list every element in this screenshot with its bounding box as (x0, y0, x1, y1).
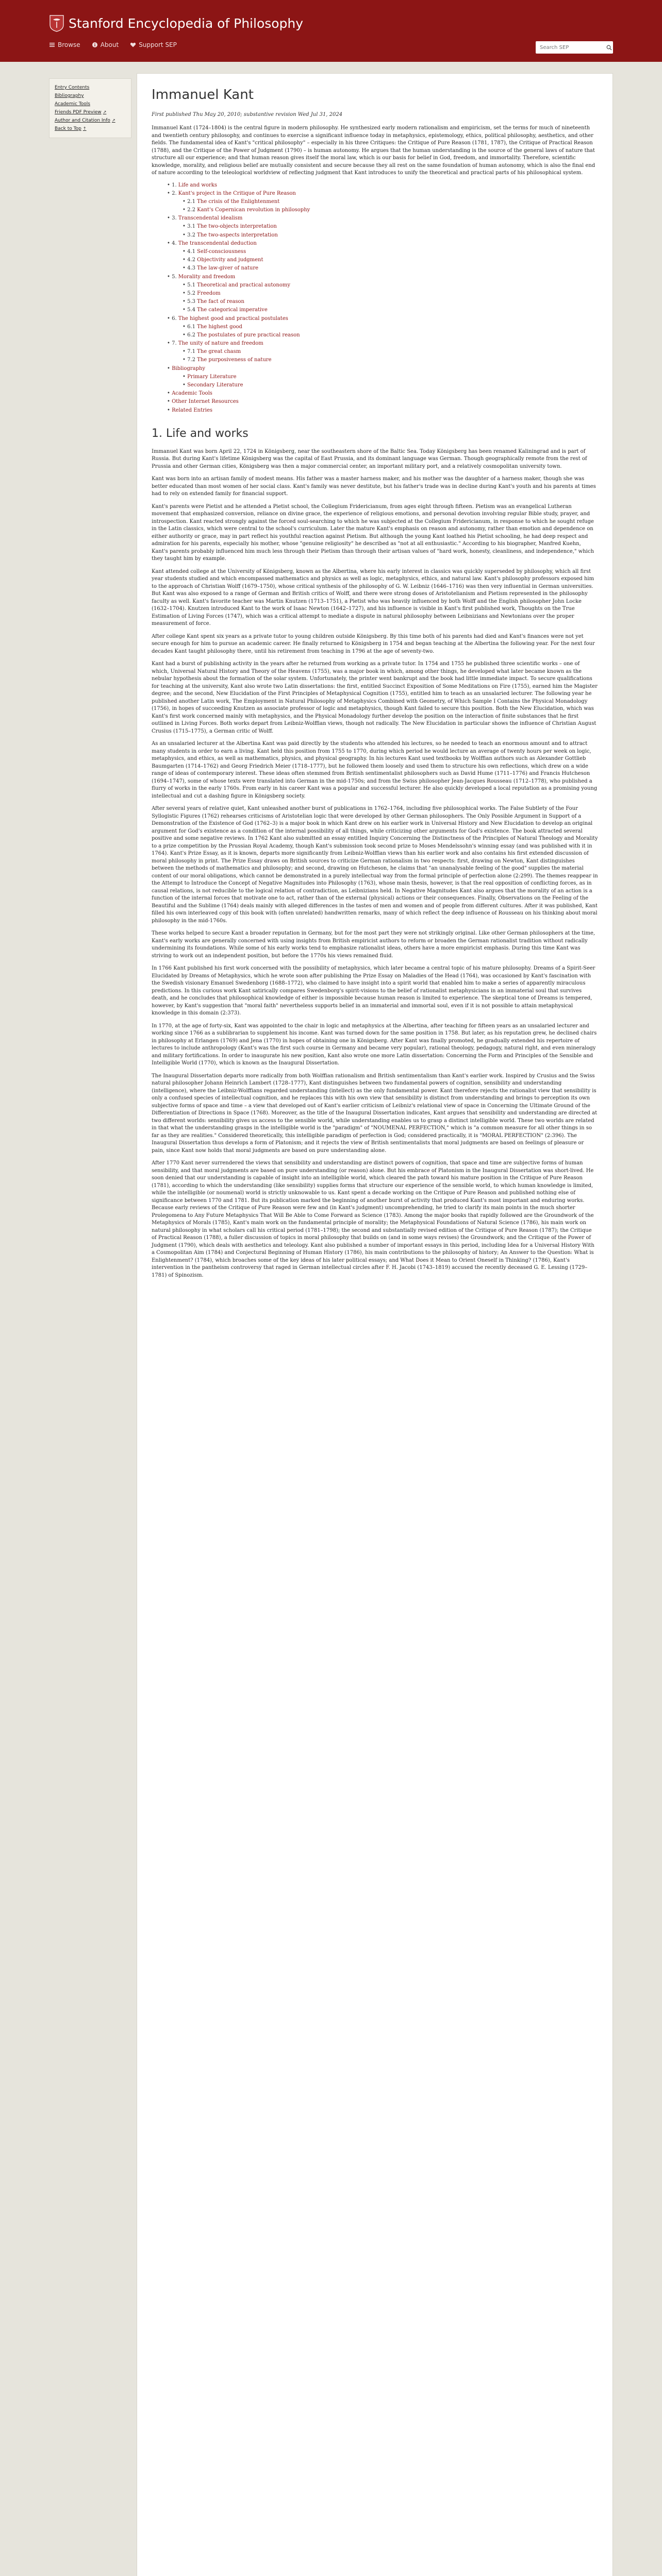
nav-browse[interactable] (49, 41, 80, 48)
toc-item (152, 198, 598, 206)
toc-bullet: • (183, 382, 188, 388)
sidebar-friends-pdf-label: Friends PDF Preview (55, 110, 102, 115)
body-paragraph: These works helped to secure Kant a broader reputation in Germany, but for the most part they were not strikingly original. Like other German philosophers at the time, Kant's early works are generally concerned with using insights from British empiricist authors to reform or broaden the German rationalist tradition without radically undermining its foundations. While some of his early works tend to emphasize rationalist ideas, others have a more empiricist emphasis. During this time Kant was striving to work out an independent position, but before the 1770s his views remained fluid. (152, 930, 595, 959)
search-icon (606, 45, 612, 50)
toc-item (152, 373, 598, 381)
toc-link[interactable]: Freedom (197, 290, 221, 296)
toc-link[interactable]: The unity of nature and freedom (178, 341, 263, 347)
toc-link[interactable]: The law-giver of nature (197, 265, 259, 272)
sidebar-author-citation[interactable] (55, 118, 126, 123)
toc-link[interactable]: The crisis of the Enlightenment (197, 198, 280, 205)
toc-link[interactable]: Theoretical and practical autonomy (197, 282, 290, 288)
toc-link[interactable]: The postulates of pure practical reason (197, 332, 300, 338)
sidebar-academic-tools[interactable]: Academic Tools (55, 101, 90, 107)
toc-item (152, 365, 598, 373)
arrow-up-icon: ↑ (82, 126, 87, 131)
toc-bullet: • 7. (167, 341, 178, 347)
toc-bullet: • 3.2 (183, 232, 197, 238)
toc-item (152, 298, 598, 306)
toc-item (152, 348, 598, 356)
body-paragraph: Kant was born into an artisan family of modest means. His father was a master harness maker, and his mother was the daughter of a harness maker, though she was better educated than most women of her social class. Kant's family was never destitute, but his father's trade was in decline during Kant's youth and his parents at times had to rely on extended family for financial support. (152, 476, 596, 497)
toc-item (152, 331, 598, 340)
sidebar-back-to-top-label: Back to Top (55, 126, 81, 131)
toc-link[interactable]: The two-objects interpretation (197, 224, 277, 230)
toc-bullet: • (167, 365, 172, 371)
sidebar-friends-pdf[interactable] (55, 110, 126, 115)
toc-link[interactable]: Kant's Copernican revolution in philosophy (197, 207, 310, 213)
toc-bullet: • 2.2 (183, 207, 197, 213)
toc-bullet: • 4.1 (183, 249, 197, 255)
toc-item (152, 381, 598, 389)
toc-item (152, 389, 598, 398)
toc-item (152, 315, 598, 323)
sidebar-bibliography[interactable]: Bibliography (55, 93, 84, 98)
toc-bullet: • 3.1 (183, 224, 197, 230)
toc-link[interactable]: The highest good and practical postulates (178, 315, 288, 321)
body-paragraph: In 1770, at the age of forty-six, Kant was appointed to the chair in logic and metaphysics at the Albertina, after teaching for fifteen years as an unsalaried lecturer and working since 1766 as a sublibrarian to supplement his income. Kant was turned down for the same position in 1758. But later, as his reputation grew, he declined chairs in philosophy at Erlangen (1769) and Jena (1770) in hopes of obtaining one in Königsberg. After Kant was finally promoted, he gradually extended his repertoire of lectures to include anthropology (Kant's was the first such course in Germany and became very popular), rational theology, pedagogy, natural right, and even mineralogy and military fortifications. In order to inaugurate his new position, Kant also wrote one more Latin dissertation: Concerning the Form and Principles of the Sensible and Intelligible World (1770), which is known as the Inaugural Dissertation. (152, 1023, 597, 1066)
toc-link[interactable]: The transcendental deduction (178, 240, 257, 246)
toc-item (152, 406, 598, 415)
toc-bullet: • 5.1 (183, 282, 197, 288)
toc-link[interactable]: The great chasm (197, 349, 241, 355)
toc-link[interactable]: Kant's project in the Critique of Pure Reason (178, 190, 296, 196)
toc-link[interactable]: Academic Tools (172, 391, 212, 397)
toc-item (152, 264, 598, 273)
toc-item (152, 306, 598, 314)
toc-item (152, 240, 598, 248)
body-paragraph: In 1766 Kant published his first work concerned with the possibility of metaphysics, which later became a central topic of his mature philosophy. Dreams of a Spirit-Seer Elucidated by Dreams of Metaphysics, which he wrote soon after publishing the Prize Essay on Maladies of the Head (1764), was occasioned by Kant's fascination with the Swedish visionary Emanuel Swedenborg (1688–1772), who claimed to have insight into a spirit world that enabled him to make a series of apparently miraculous predictions. In this curious work Kant satirically compares Swedenborg's spirit-visions to the belief of rationalist metaphysicians in an immaterial soul that survives death, and he concludes that philosophical knowledge of either is impossible because human reason is limited to experience. The skeptical tone of Dreams is tempered, however, by Kant's suggestion that "moral faith" nevertheless supports belief in an immaterial and immortal soul, even if it is not possible to attain metaphysical knowledge in this domain (2:373). (152, 965, 595, 1016)
toc-link[interactable]: Self-consciousness (197, 249, 246, 255)
toc-bullet: • 5.3 (183, 299, 197, 305)
toc-link[interactable]: The purposiveness of nature (197, 357, 272, 363)
publication-info: First published Thu May 20, 2010; substantive revision Wed Jul 31, 2024 (152, 112, 343, 117)
body-paragraph: Kant had a burst of publishing activity in the years after he returned from working as a private tutor. In 1754 and 1755 he published three scientific works – one of which, Universal Natural History and Theory of the Heavens (1755), was a major book in which, among other things, he developed what later became known as the nebular hypothesis about the formation of the solar system. Unfortunately, the printer went bankrupt and the book had little immediate impact. To secure qualifications for teaching at the university, Kant also wrote two Latin dissertations: the first, entitled Succinct Exposition of Some Meditations on Fire (1755), earned him the Magister degree; and the second, New Elucidation of the First Principles of Metaphysical Cognition (1755), entitled him to teach as an unsalaried lecturer. The following year he published another Latin work, The Employment in Natural Philosophy of Metaphysics Combined with Geometry, of Which Sample I Contains the Physical Monadology (1756), in hopes of succeeding Knutzen as associate professor of logic and metaphysics, though Kant failed to secure this position. Both the New Elucidation, which was Kant's first work concerned mainly with metaphysics, and the Physical Monadology further develop the position on the interaction of finite substances that he first outlined in Living Forces. Both works depart from Leibniz-Wolffian views, though not radically. The New Elucidation in particular shows the influence of Christian August Crusius (1715–1775), a German critic of Wolff. (152, 661, 598, 734)
toc-bullet: • 4. (167, 240, 178, 246)
toc-item (152, 206, 598, 214)
toc-item (152, 223, 598, 231)
sidebar-back-to-top[interactable] (55, 126, 126, 131)
external-link-icon: ↗ (103, 110, 107, 114)
toc-item (152, 281, 598, 290)
main-nav (49, 41, 177, 48)
site-header (0, 0, 662, 62)
nav-support-label: Support SEP (139, 41, 177, 48)
toc-link[interactable]: Primary Literature (187, 374, 237, 380)
entry-main (137, 73, 613, 2576)
toc-bullet: • 3. (167, 215, 178, 222)
body-paragraph: Kant's parents were Pietist and he attended a Pietist school, the Collegium Fridericianum, from ages eight through fifteen. Pietism was an evangelical Lutheran movement that emphasized conversion, reliance on divine grace, the experience of religious emotions, and personal devotion involving regular Bible study, prayer, and introspection. Kant reacted strongly against the forced soul-searching to which he was subjected at the Collegium Fridericianum, in response to which he sought refuge in the Latin classics, which were central to the school's curriculum. Later the mature Kant's emphasis on reason and autonomy, rather than emotion and dependence on either authority or grace, may in part reflect his youthful reaction against Pietism. But although the young Kant loathed his Pietist schooling, he had deep respect and admiration for his parents, especially his mother, whose "genuine religiosity" he described as "not at all enthusiastic." According to his biographer, Manfred Kuehn, Kant's parents probably influenced him much less through their Pietism than through their artisan values of "hard work, honesty, cleanliness, and independence," which they taught him by example. (152, 503, 594, 562)
toc-item (152, 356, 598, 364)
nav-browse-label: Browse (58, 41, 80, 48)
sep-seal-icon (49, 14, 64, 32)
toc-item (152, 273, 598, 281)
toc-bullet: • 5. (167, 274, 178, 280)
toc-link[interactable]: Secondary Literature (187, 382, 243, 388)
body-paragraph: The Inaugural Dissertation departs more radically from both Wolffian rationalism and British sentimentalism than Kant's earlier work. Inspired by Crusius and the Swiss natural philosopher Johann Heinrich Lambert (1728–1777), Kant distinguishes between two fundamental powers of cognition, sensibility and understanding (intelligence), where the Leibniz-Wolffians regarded understanding (intellect) as the only fundamental power. Kant therefore rejects the rationalist view that sensibility is only a confused species of intellectual cognition, and he replaces this with his own view that sensibility is distinct from understanding and brings to perception its own subjective forms of space and time – a view that developed out of Kant's earlier criticism of Leibniz's relational view of space in Concerning the Ultimate Ground of the Differentiation of Directions in Space (1768). Moreover, as the title of the Inaugural Dissertation indicates, Kant argues that sensibility and understanding are directed at two different worlds: sensibility gives us access to the sensible world, while understanding enables us to grasp a distinct intelligible world. These two worlds are related in that what the understanding grasps in the intelligible world is the "paradigm" of "NOUMENAL PERFECTION," which is "a common measure for all other things in so far as they are realities." Considered theoretically, this intelligible paradigm of perfection is God; considered practically, it is "MORAL PERFECTION" (2:396). The Inaugural Dissertation thus develops a form of Platonism; and it rejects the view of British sentimentalists that moral judgments are based on feelings of pleasure or pain, since Kant now holds that moral judgments are based on pure understanding alone. (152, 1073, 598, 1154)
toc-bullet: • 2. (167, 190, 178, 196)
list-icon (49, 42, 55, 48)
toc-link[interactable]: Bibliography (172, 365, 206, 371)
info-icon (92, 42, 98, 48)
toc-item (152, 323, 598, 331)
toc-bullet: • 6. (167, 315, 178, 321)
nav-support[interactable] (130, 41, 177, 48)
site-logo[interactable] (49, 14, 303, 32)
toc-bullet: • (167, 399, 172, 405)
toc-bullet: • 4.3 (183, 265, 197, 272)
toc-item (152, 181, 598, 190)
section-heading: 1. Life and works (152, 427, 249, 440)
toc-bullet: • 6.1 (183, 324, 197, 330)
entry-sidebar (49, 78, 131, 138)
body-paragraph: Immanuel Kant was born April 22, 1724 in Königsberg, near the southeastern shore of the Baltic Sea. Today Königsberg has been renamed Kaliningrad and is part of Russia. But during Kant's lifetime Königsberg was the capital of East Prussia, and its dominant language was German. Though geographically remote from the rest of Prussia and other German cities, Königsberg was then a major commercial center, an important military port, and a relatively cosmopolitan university town. (152, 448, 587, 469)
toc-link[interactable]: The two-aspects interpretation (197, 232, 278, 238)
toc-link[interactable]: Objectivity and judgment (197, 257, 263, 263)
toc-item (152, 248, 598, 256)
external-link-icon: ↗ (111, 118, 115, 123)
toc-item (152, 340, 598, 348)
toc-bullet: • (167, 391, 172, 397)
toc-item (152, 398, 598, 406)
toc-bullet: • 7.1 (183, 349, 197, 355)
section-body (152, 448, 598, 1280)
body-paragraph: After several years of relative quiet, Kant unleashed another burst of publications in 1762–1764, including five philosophical works. The False Subtlety of the Four Syllogistic Figures (1762) rehearses criticisms of Aristotelian logic that were developed by other German philosophers. The Only Possible Argument in Support of a Demonstration of the Existence of God (1762–3) is a major book in which Kant drew on his earlier work in Universal History and New Elucidation to develop an original argument for God's existence as a condition of the internal possibility of all things, while criticizing other arguments for God's existence. The book attracted several positive and some negative reviews. In 1762 Kant also submitted an essay entitled Inquiry Concerning the Distinctness of the Principles of Natural Theology and Morality to a prize competition by the Prussian Royal Academy, though Kant's submission took second prize to Moses Mendelssohn's winning essay (and was published with it in 1764). Kant's Prize Essay, as it is known, departs more significantly from Leibniz-Wolffian views than his earlier work and also contains his first extended discussion of moral philosophy in print. The Prize Essay draws on British sources to criticize German rationalism in two respects: first, drawing on Newton, Kant distinguishes between the methods of mathematics and philosophy; and second, drawing on Hutcheson, he claims that "an unanalysable feeling of the good" supplies the material content of our moral obligations, which cannot be demonstrated in a purely intellectual way from the formal principle of perfection alone (2:299). The themes reappear in the Attempt to Introduce the Concept of Negative Magnitudes into Philosophy (1763), whose main thesis, however, is that the real opposition of conflicting forces, as in causal relations, is not reducible to the logical relation of contradiction, as Leibnizians held. In Negative Magnitudes Kant also argues that the morality of an action is a function of the internal forces that motivate one to act, rather than of the external (physical) actions or their consequences. Finally, Observations on the Feeling of the Beautiful and the Sublime (1764) deals mainly with alleged differences in the tastes of men and women and of people from different cultures. After it was published, Kant filled his own interleaved copy of this book with (often unrelated) handwritten remarks, many of which reflect the deep influence of Rousseau on his thinking about moral philosophy in the mid-1760s. (152, 806, 598, 924)
search-box (536, 41, 613, 54)
toc-item (152, 190, 598, 198)
search-input[interactable] (536, 44, 605, 51)
toc-bullet: • 4.2 (183, 257, 197, 263)
nav-about[interactable] (92, 41, 119, 48)
toc-bullet: • (183, 374, 188, 380)
sidebar-author-citation-label: Author and Citation Info (55, 118, 110, 123)
toc-link[interactable]: Related Entries (172, 407, 212, 413)
entry-title: Immanuel Kant (152, 87, 254, 103)
body-paragraph: After 1770 Kant never surrendered the views that sensibility and understanding are distinct powers of cognition, that space and time are subjective forms of human sensibility, and that moral judgments are based on pure understanding (or reason) alone. But his embrace of Platonism in the Inaugural Dissertation was short-lived. He soon denied that our understanding is capable of insight into an intelligible world, which cleared the path toward his mature position in the Critique of Pure Reason (1781), according to which the understanding (like sensibility) supplies forms that structure our experience of the sensible world, to which human knowledge is limited, while the intelligible (or noumenal) world is strictly unknowable to us. Kant spent a decade working on the Critique of Pure Reason and published nothing else of significance between 1770 and 1781. But its publication marked the beginning of another burst of activity that produced Kant's most important and enduring works. Because early reviews of the Critique of Pure Reason were few and (in Kant's judgment) uncomprehending, he tried to clarify its main points in the much shorter Prolegomena to Any Future Metaphysics That Will Be Able to Come Forward as Science (1783). Among the major books that rapidly followed are the Groundwork of the Metaphysics of Morals (1785), Kant's main work on the fundamental principle of morality; the Metaphysical Foundations of Natural Science (1786), his main work on natural philosophy in what scholars call his critical period (1781–1798); the second and substantially revised edition of the Critique of Pure Reason (1787); the Critique of Practical Reason (1788), a fuller discussion of topics in moral philosophy that builds on (and in some ways revises) the Groundwork; and the Critique of the Power of Judgment (1790), which deals with aesthetics and teleology. Kant also published a number of important essays in this period, including Idea for a Universal History With a Cosmopolitan Aim (1784) and Conjectural Beginning of Human History (1786), his main contributions to the philosophy of history; An Answer to the Question: What is Enlightenment? (1784), which broaches some of the key ideas of his later political essays; and What Does it Mean to Orient Oneself in Thinking? (1786), Kant's intervention in the pantheism controversy that raged in German intellectual circles after F. H. Jacobi (1743–1819) accused the recently deceased G. E. Lessing (1729–1781) of Spinozism. (152, 1160, 594, 1278)
toc-link[interactable]: Morality and freedom (178, 274, 236, 280)
toc-bullet: • 7.2 (183, 357, 197, 363)
nav-about-label: About (100, 41, 119, 48)
toc-link[interactable]: The fact of reason (197, 299, 244, 305)
toc-item (152, 214, 598, 223)
heart-icon (130, 42, 136, 48)
sidebar-entry-contents[interactable]: Entry Contents (55, 85, 90, 90)
toc-link[interactable]: Transcendental idealism (178, 215, 243, 222)
toc-link[interactable]: The highest good (197, 324, 242, 330)
entry-preamble: Immanuel Kant (1724–1804) is the central figure in modern philosophy. He synthesized early modern rationalism and empiricism, set the terms for much of nineteenth and twentieth century philosophy, and continues to exercise a significant influence today in metaphysics, epistemology, ethics, political philosophy, aesthetics, and other fields. The fundamental idea of Kant's "critical philosophy" – especially in his three Critiques: the Critique of Pure Reason (1781, 1787), the Critique of Practical Reason (1788), and the Critique of the Power of Judgment (1790) – is human autonomy. He argues that the human understanding is the source of the general laws of nature that structure all our experience; and that human reason gives itself the moral law, which is our basis for belief in God, freedom, and immortality. Therefore, scientific knowledge, morality, and religious belief are mutually consistent and secure because they all rest on the same foundation of human autonomy, which is also the final end of nature according to the teleological worldview of reflecting judgment that Kant introduces to unify the theoretical and practical parts of his philosophical system. (152, 125, 595, 176)
toc-item (152, 231, 598, 240)
table-of-contents (152, 181, 598, 415)
toc-bullet: • 1. (167, 182, 178, 188)
page-body (49, 73, 613, 2576)
toc-link[interactable]: Other Internet Resources (172, 399, 239, 405)
search-button[interactable] (605, 41, 613, 54)
body-paragraph: After college Kant spent six years as a private tutor to young children outside Königsberg. By this time both of his parents had died and Kant's finances were not yet secure enough for him to pursue an academic career. He finally returned to Königsberg in 1754 and began teaching at the Albertina the following year. For the next four decades Kant taught philosophy there, until his retirement from teaching in 1796 at the age of seventy-two. (152, 633, 595, 654)
toc-link[interactable]: Life and works (178, 182, 217, 188)
body-paragraph: As an unsalaried lecturer at the Albertina Kant was paid directly by the students who attended his lectures, so he needed to teach an enormous amount and to attract many students in order to earn a living. Kant held this position from 1755 to 1770, during which period he would lecture an average of twenty hours per week on logic, metaphysics, and ethics, as well as mathematics, physics, and physical geography. In his lectures Kant used textbooks by Wolffian authors such as Alexander Gottlieb Baumgarten (1714–1762) and Georg Friedrich Meier (1718–1777), but he followed them loosely and used them to structure his own reflections, which drew on a wide range of ideas of contemporary interest. These ideas often stemmed from British sentimentalist philosophers such as David Hume (1711–1776) and Francis Hutcheson (1694–1747), some of whose texts were translated into German in the mid-1750s; and from the Swiss philosopher Jean-Jacques Rousseau (1712–1778), who published a flurry of works in the early 1760s. From early in his career Kant was a popular and successful lecturer. He also quickly developed a local reputation as a promising young intellectual and cut a dashing figure in Königsberg society. (152, 741, 598, 799)
toc-bullet: • 2.1 (183, 198, 197, 205)
toc-item (152, 256, 598, 264)
toc-link[interactable]: The categorical imperative (197, 307, 268, 313)
site-title: Stanford Encyclopedia of Philosophy (69, 15, 304, 31)
toc-item (152, 290, 598, 298)
body-paragraph: Kant attended college at the University of Königsberg, known as the Albertina, where his early interest in classics was quickly superseded by philosophy, which all first year students studied and which encompassed mathematics and physics as well as logic, metaphysics, ethics, and natural law. Kant's philosophy professors exposed him to the approach of Christian Wolff (1679–1750), whose critical synthesis of the philosophy of G. W. Leibniz (1646–1716) was then very influential in German universities. But Kant was also exposed to a range of German and British critics of Wolff, and there were strong doses of Aristotelianism and Pietism represented in the philosophy faculty as well. Kant's favorite teacher was Martin Knutzen (1713–1751), a Pietist who was heavily influenced by both Wolff and the English philosopher John Locke (1632–1704). Knutzen introduced Kant to the work of Isaac Newton (1642–1727), and his influence is visible in Kant's first published work, Thoughts on the True Estimation of Living Forces (1747), which was a critical attempt to mediate a dispute in natural philosophy between Leibnizians and Newtonians over the proper measurement of force. (152, 568, 594, 627)
toc-bullet: • 6.2 (183, 332, 197, 338)
toc-bullet: • 5.4 (183, 307, 197, 313)
toc-bullet: • (167, 407, 172, 413)
toc-bullet: • 5.2 (183, 290, 197, 296)
